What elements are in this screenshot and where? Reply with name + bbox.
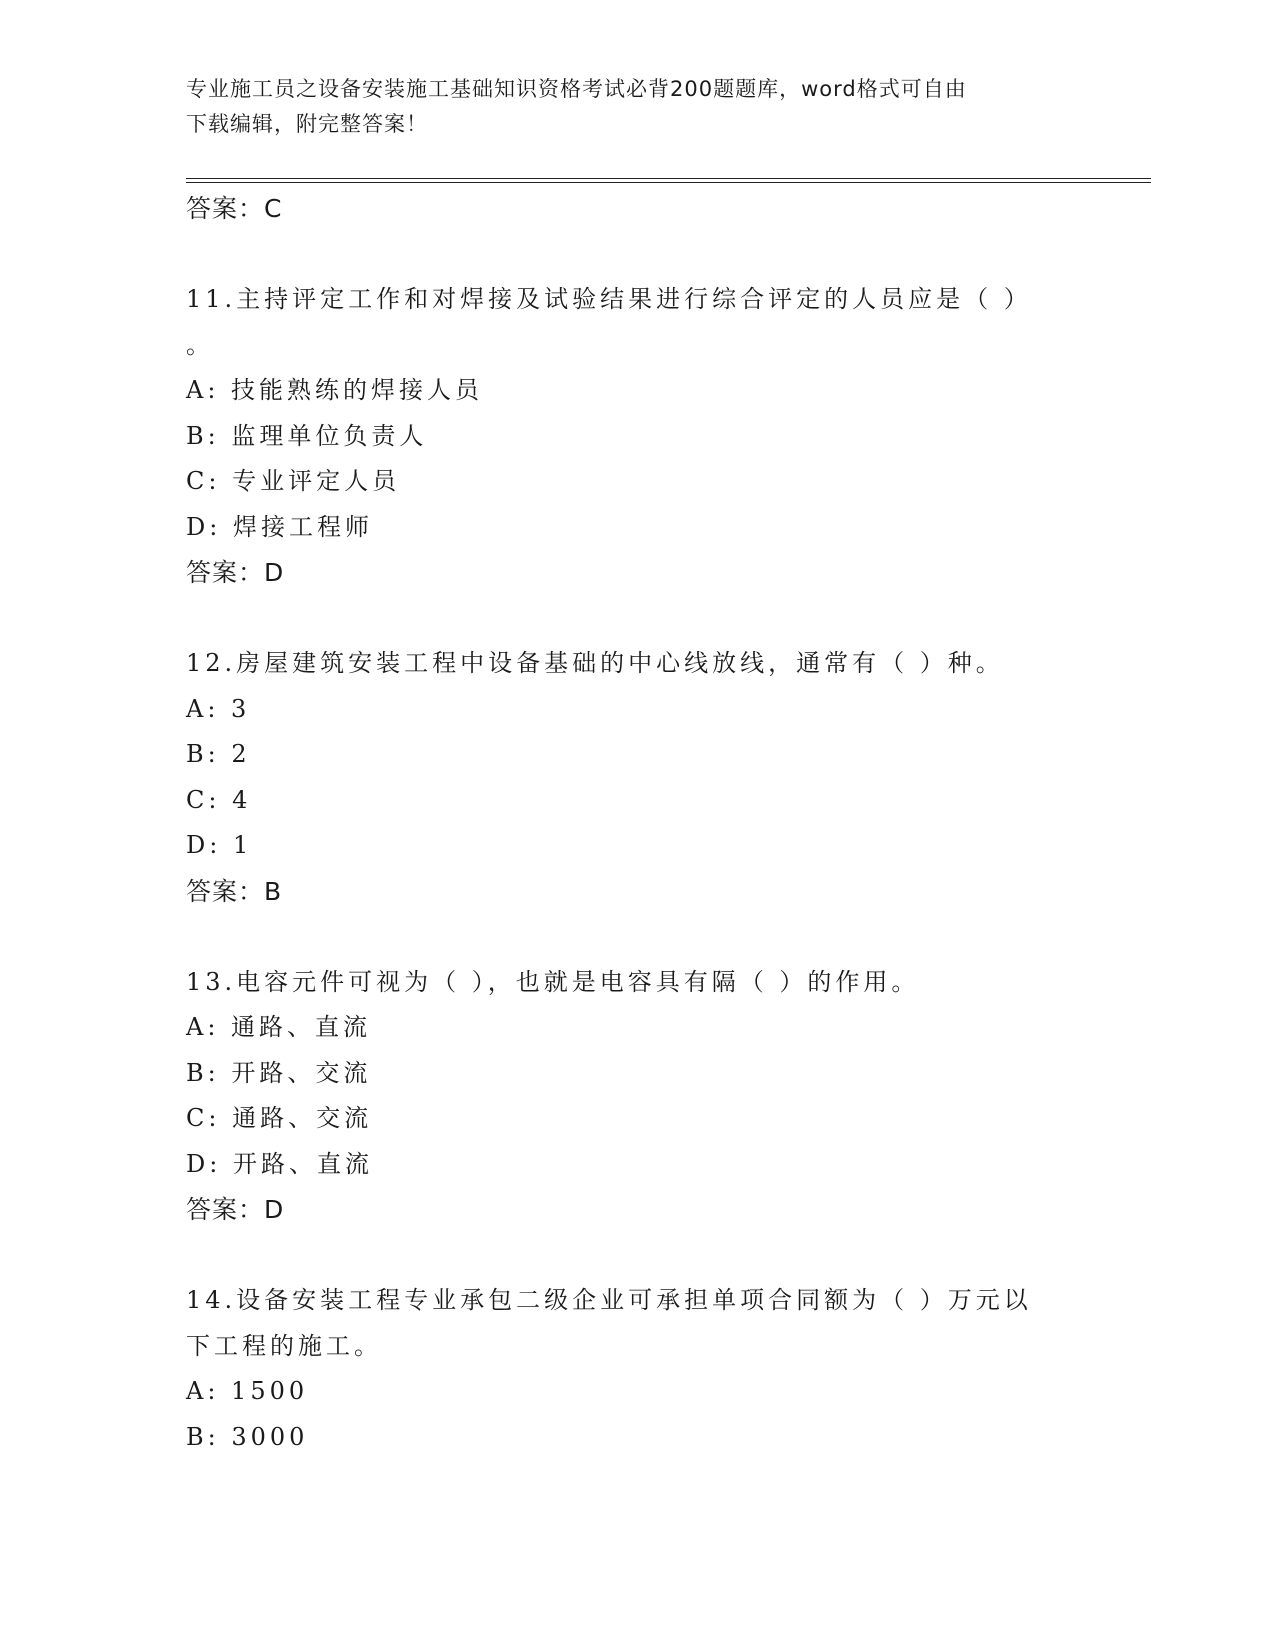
spacer	[186, 596, 1066, 642]
option-a: A: 通路、直流	[186, 1013, 372, 1041]
answer-line: 答案：C	[186, 194, 283, 223]
option-c: C: 专业评定人员	[186, 467, 401, 495]
option-b: B: 2	[186, 740, 251, 768]
question-14	[186, 1278, 1066, 1460]
option-b: B: 3000	[186, 1422, 309, 1451]
option-d: D: 焊接工程师	[186, 512, 373, 541]
option-a: A: 技能熟练的焊接人员	[186, 376, 484, 404]
spacer	[186, 232, 1066, 278]
question-list	[186, 186, 1066, 1460]
question-text: 13.电容元件可视为（ ），也就是电容具有隔（ ）的作用。	[186, 967, 920, 996]
question-text: 12.房屋建筑安装工程中设备基础的中心线放线，通常有（ ）种。	[186, 649, 1004, 677]
option-b: B: 监理单位负责人	[186, 421, 428, 450]
question-text: 下工程的施工。	[186, 1331, 382, 1360]
option-a: A: 1500	[186, 1377, 309, 1405]
answer-line: 答案：D	[186, 1195, 285, 1224]
answer-line: 答案：B	[186, 876, 283, 906]
question-11	[186, 277, 1066, 596]
option-b: B: 开路、交流	[186, 1058, 372, 1087]
spacer	[186, 1233, 1066, 1279]
question-12	[186, 641, 1066, 914]
header-line-1: 专业施工员之设备安装施工基础知识资格考试必背200题题库，word格式可自由	[186, 77, 967, 101]
option-a: A: 3	[186, 694, 251, 723]
spacer	[186, 914, 1066, 960]
question-text: 14.设备安装工程专业承包二级企业可承担单项合同额为（ ）万元以	[186, 1286, 1032, 1314]
question-text: 。	[186, 330, 214, 359]
document-header	[186, 72, 1066, 142]
header-line-2: 下载编辑，附完整答案！	[186, 112, 428, 136]
header-divider	[186, 178, 1151, 183]
option-c: C: 4	[186, 785, 252, 814]
option-d: D: 1	[186, 831, 253, 859]
option-c: C: 通路、交流	[186, 1104, 373, 1132]
question-text: 11.主持评定工作和对焊接及试验结果进行综合评定的人员应是（ ）	[186, 285, 1032, 313]
question-13	[186, 960, 1066, 1233]
option-d: D: 开路、直流	[186, 1149, 373, 1178]
answer-line: 答案：D	[186, 558, 285, 587]
